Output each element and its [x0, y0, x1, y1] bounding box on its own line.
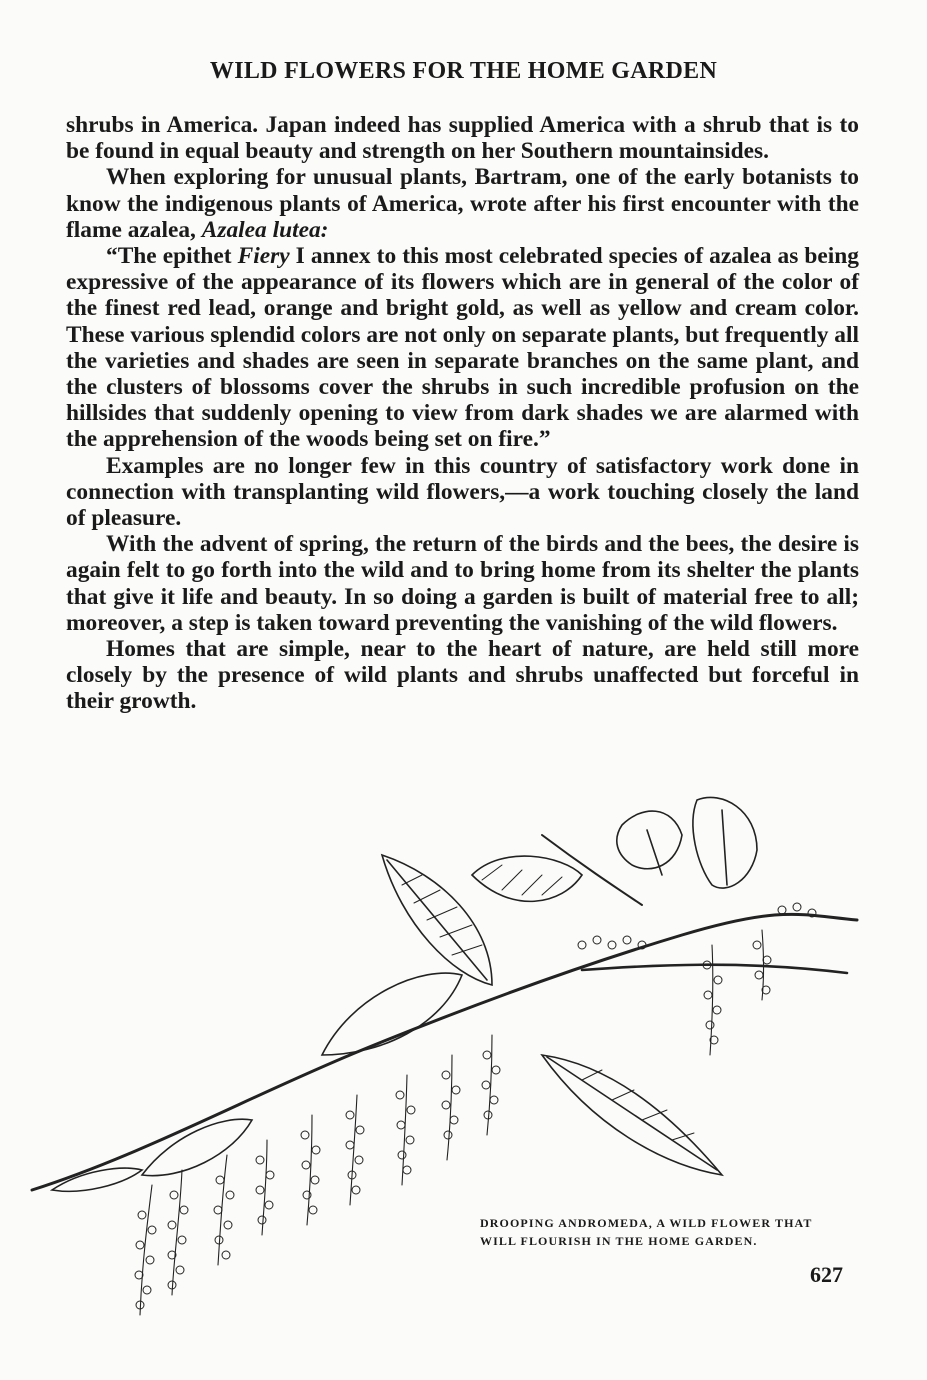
quote-text-rest: I annex to this most celebrated species of azalea as being expressive of the appearance of its flowers which are in general of the color of the finest red lead, orange and bright gold, as well as yellow and cream color. These various splendid colors are not only on separate plants, but frequently all the varieties and shades are seen in separate branches on the same plant, and the clusters of blossoms cover the shrubs in such incredible profusion on the hillsides that suddenly opening to view from dark shades we are alarmed with the apprehension of the woods being set on fire.” — [66, 243, 859, 453]
bartram-quote — [66, 243, 859, 453]
paragraph-5: With the advent of spring, the return of the birds and the bees, the desire is again felt to go forth into the wild and to bring home from its shelter the plants that give it life and beauty. In so doing a garden is built of material free to all; moreover, a step is taken toward preventing the vanishing of the wild flowers. — [66, 531, 859, 636]
running-head: WILD FLOWERS FOR THE HOME GARDEN — [209, 58, 718, 84]
body-text — [66, 112, 859, 715]
paragraph-1: shrubs in America. Japan indeed has supplied America with a shrub that is to be found in equal beauty and strength on her Southern mountainsides. — [66, 112, 859, 165]
caption-line-1: DROOPING ANDROMEDA, A WILD FLOWER THAT — [480, 1216, 813, 1230]
page-number: 627 — [810, 1262, 843, 1287]
paragraph-4: Examples are no longer few in this country of satisfactory work done in connection with transplanting wild flowers,—a work touching closely the land of pleasure. — [66, 452, 859, 532]
quote-text-start: “The epithet — [106, 243, 238, 270]
epithet-fiery: Fiery — [237, 243, 290, 270]
paragraph-2 — [66, 164, 859, 243]
paragraph-6: Homes that are simple, near to the heart of nature, are held still more closely by the presence of wild plants and shrubs unaffected but forceful in their growth. — [66, 636, 859, 715]
species-name-azalea-lutea: Azalea lutea: — [201, 216, 329, 243]
paragraph-2-text: When exploring for unusual plants, Bartram, one of the early botanists to know the indigenous plants of America, wrote after his first encounter with the flame azalea, — [66, 164, 859, 243]
figure-caption — [480, 1214, 860, 1250]
caption-line-2: WILL FLOURISH IN THE HOME GARDEN. — [480, 1234, 758, 1248]
